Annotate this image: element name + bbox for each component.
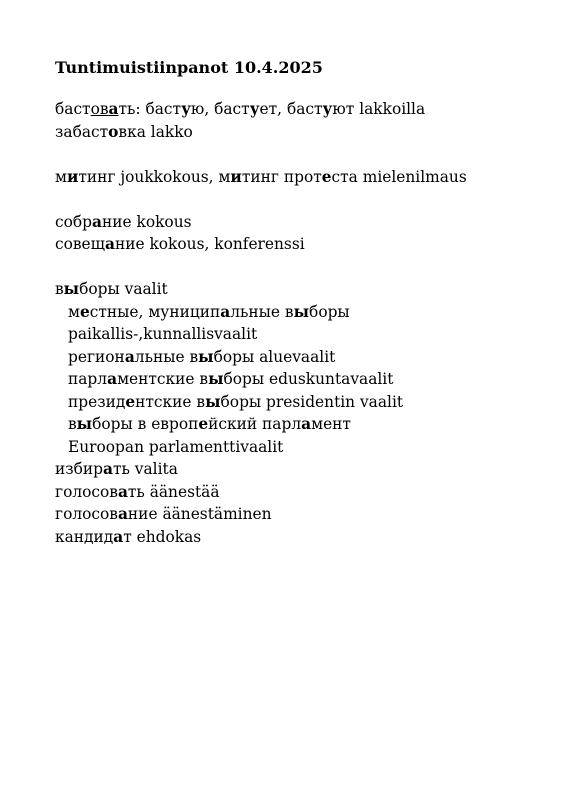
stressed-letter: а — [92, 212, 102, 231]
note-line — [55, 368, 467, 391]
text-segment: собр — [55, 212, 93, 231]
stressed-letter: а — [108, 100, 119, 118]
stressed-letter: ы — [76, 415, 93, 433]
stressed-letter: у — [322, 100, 333, 118]
text-segment: боры в европ — [92, 415, 199, 433]
blank-line — [55, 256, 467, 279]
stressed-letter: е — [321, 167, 332, 186]
stressed-letter: у — [249, 100, 260, 118]
stressed-letter: ы — [198, 347, 214, 366]
text-segment: стные, муницип — [89, 302, 221, 321]
text-segment: кандид — [55, 527, 114, 546]
text-segment: ет, баст — [259, 100, 323, 118]
text-segment: боры vaalit — [79, 280, 168, 298]
text-segment: ста mielenilmaus — [331, 167, 467, 186]
note-line — [55, 233, 467, 256]
text-segment: ние kokous — [102, 212, 192, 231]
text-segment: ют lakkoilla — [332, 100, 426, 118]
blank-line — [55, 188, 467, 211]
text-segment: ние kokous, konferenssi — [114, 235, 305, 253]
notes-body — [55, 98, 467, 548]
note-line — [55, 413, 467, 436]
text-segment: Euroopan parlamenttivaalit — [68, 437, 284, 456]
text-segment: ние äänestäminen — [127, 505, 272, 523]
text-segment: paikallis-,kunnallisvaalit — [68, 325, 258, 343]
stressed-letter: и — [230, 167, 242, 186]
text-segment: в — [55, 280, 64, 298]
text-segment: ть: баст — [118, 100, 182, 118]
text-segment: голосов — [55, 482, 118, 501]
stressed-letter: а — [113, 527, 124, 546]
stressed-letter: о — [108, 122, 119, 141]
text-segment: вка lakko — [118, 122, 193, 141]
stressed-letter: е — [79, 302, 90, 321]
text-segment: боры — [309, 302, 350, 321]
text-segment: голосов — [55, 505, 118, 523]
stressed-letter: а — [103, 460, 114, 478]
text-segment: парл — [68, 370, 108, 388]
note-line — [55, 323, 467, 346]
note-line — [55, 481, 467, 504]
text-segment: баст — [55, 100, 91, 118]
text-segment: регион — [68, 347, 125, 366]
text-segment: совещ — [55, 235, 105, 253]
page-title: Tuntimuistiinpanot 10.4.2025 — [55, 58, 323, 77]
text-segment: боры eduskuntavaalit — [223, 370, 394, 388]
text-segment: нтские в — [135, 392, 206, 411]
text-segment: ть äänestää — [127, 482, 220, 501]
note-line — [55, 121, 467, 144]
stressed-letter: ы — [205, 392, 221, 411]
text-segment: льные в — [230, 302, 294, 321]
text-segment: ть valita — [113, 460, 178, 478]
note-line — [55, 346, 467, 369]
stressed-letter: а — [124, 347, 135, 366]
note-line — [55, 436, 467, 459]
note-line — [55, 166, 467, 189]
text-segment: забаст — [55, 122, 109, 141]
text-segment: йский парл — [208, 415, 302, 433]
stressed-letter: е — [198, 415, 209, 433]
stressed-letter: ы — [208, 370, 224, 388]
text-segment: льные в — [134, 347, 199, 366]
stressed-letter: у — [181, 100, 191, 118]
note-line — [55, 458, 467, 481]
text-segment: мент — [311, 415, 351, 433]
note-line — [55, 278, 467, 301]
stressed-letter: а — [104, 235, 115, 253]
stressed-letter: а — [301, 415, 312, 433]
stressed-letter: а — [117, 482, 128, 501]
text-segment: м — [55, 167, 67, 186]
stressed-letter: ы — [63, 280, 80, 298]
text-segment: тинг прот — [241, 167, 322, 186]
text-segment: тинг joukkokous, м — [78, 167, 231, 186]
text-segment: т ehdokas — [123, 527, 202, 546]
blank-line — [55, 143, 467, 166]
note-line — [55, 301, 467, 324]
note-line — [55, 526, 467, 549]
text-segment: в — [68, 415, 77, 433]
text-segment: ов — [90, 100, 109, 118]
stressed-letter: ы — [293, 302, 310, 321]
text-segment: избир — [55, 460, 104, 478]
stressed-letter: и — [66, 167, 79, 186]
stressed-letter: а — [117, 505, 128, 523]
stressed-letter: а — [220, 302, 231, 321]
stressed-letter: е — [125, 392, 136, 411]
text-segment: ю, баст — [190, 100, 250, 118]
text-segment: презид — [68, 392, 126, 411]
note-line — [55, 211, 467, 234]
note-line — [55, 391, 467, 414]
text-segment: боры presidentin vaalit — [220, 392, 404, 411]
text-segment: м — [68, 302, 80, 321]
note-line — [55, 98, 467, 121]
stressed-letter: а — [107, 370, 118, 388]
text-segment: ментские в — [117, 370, 209, 388]
text-segment: боры aluevaalit — [213, 347, 336, 366]
note-line — [55, 503, 467, 526]
